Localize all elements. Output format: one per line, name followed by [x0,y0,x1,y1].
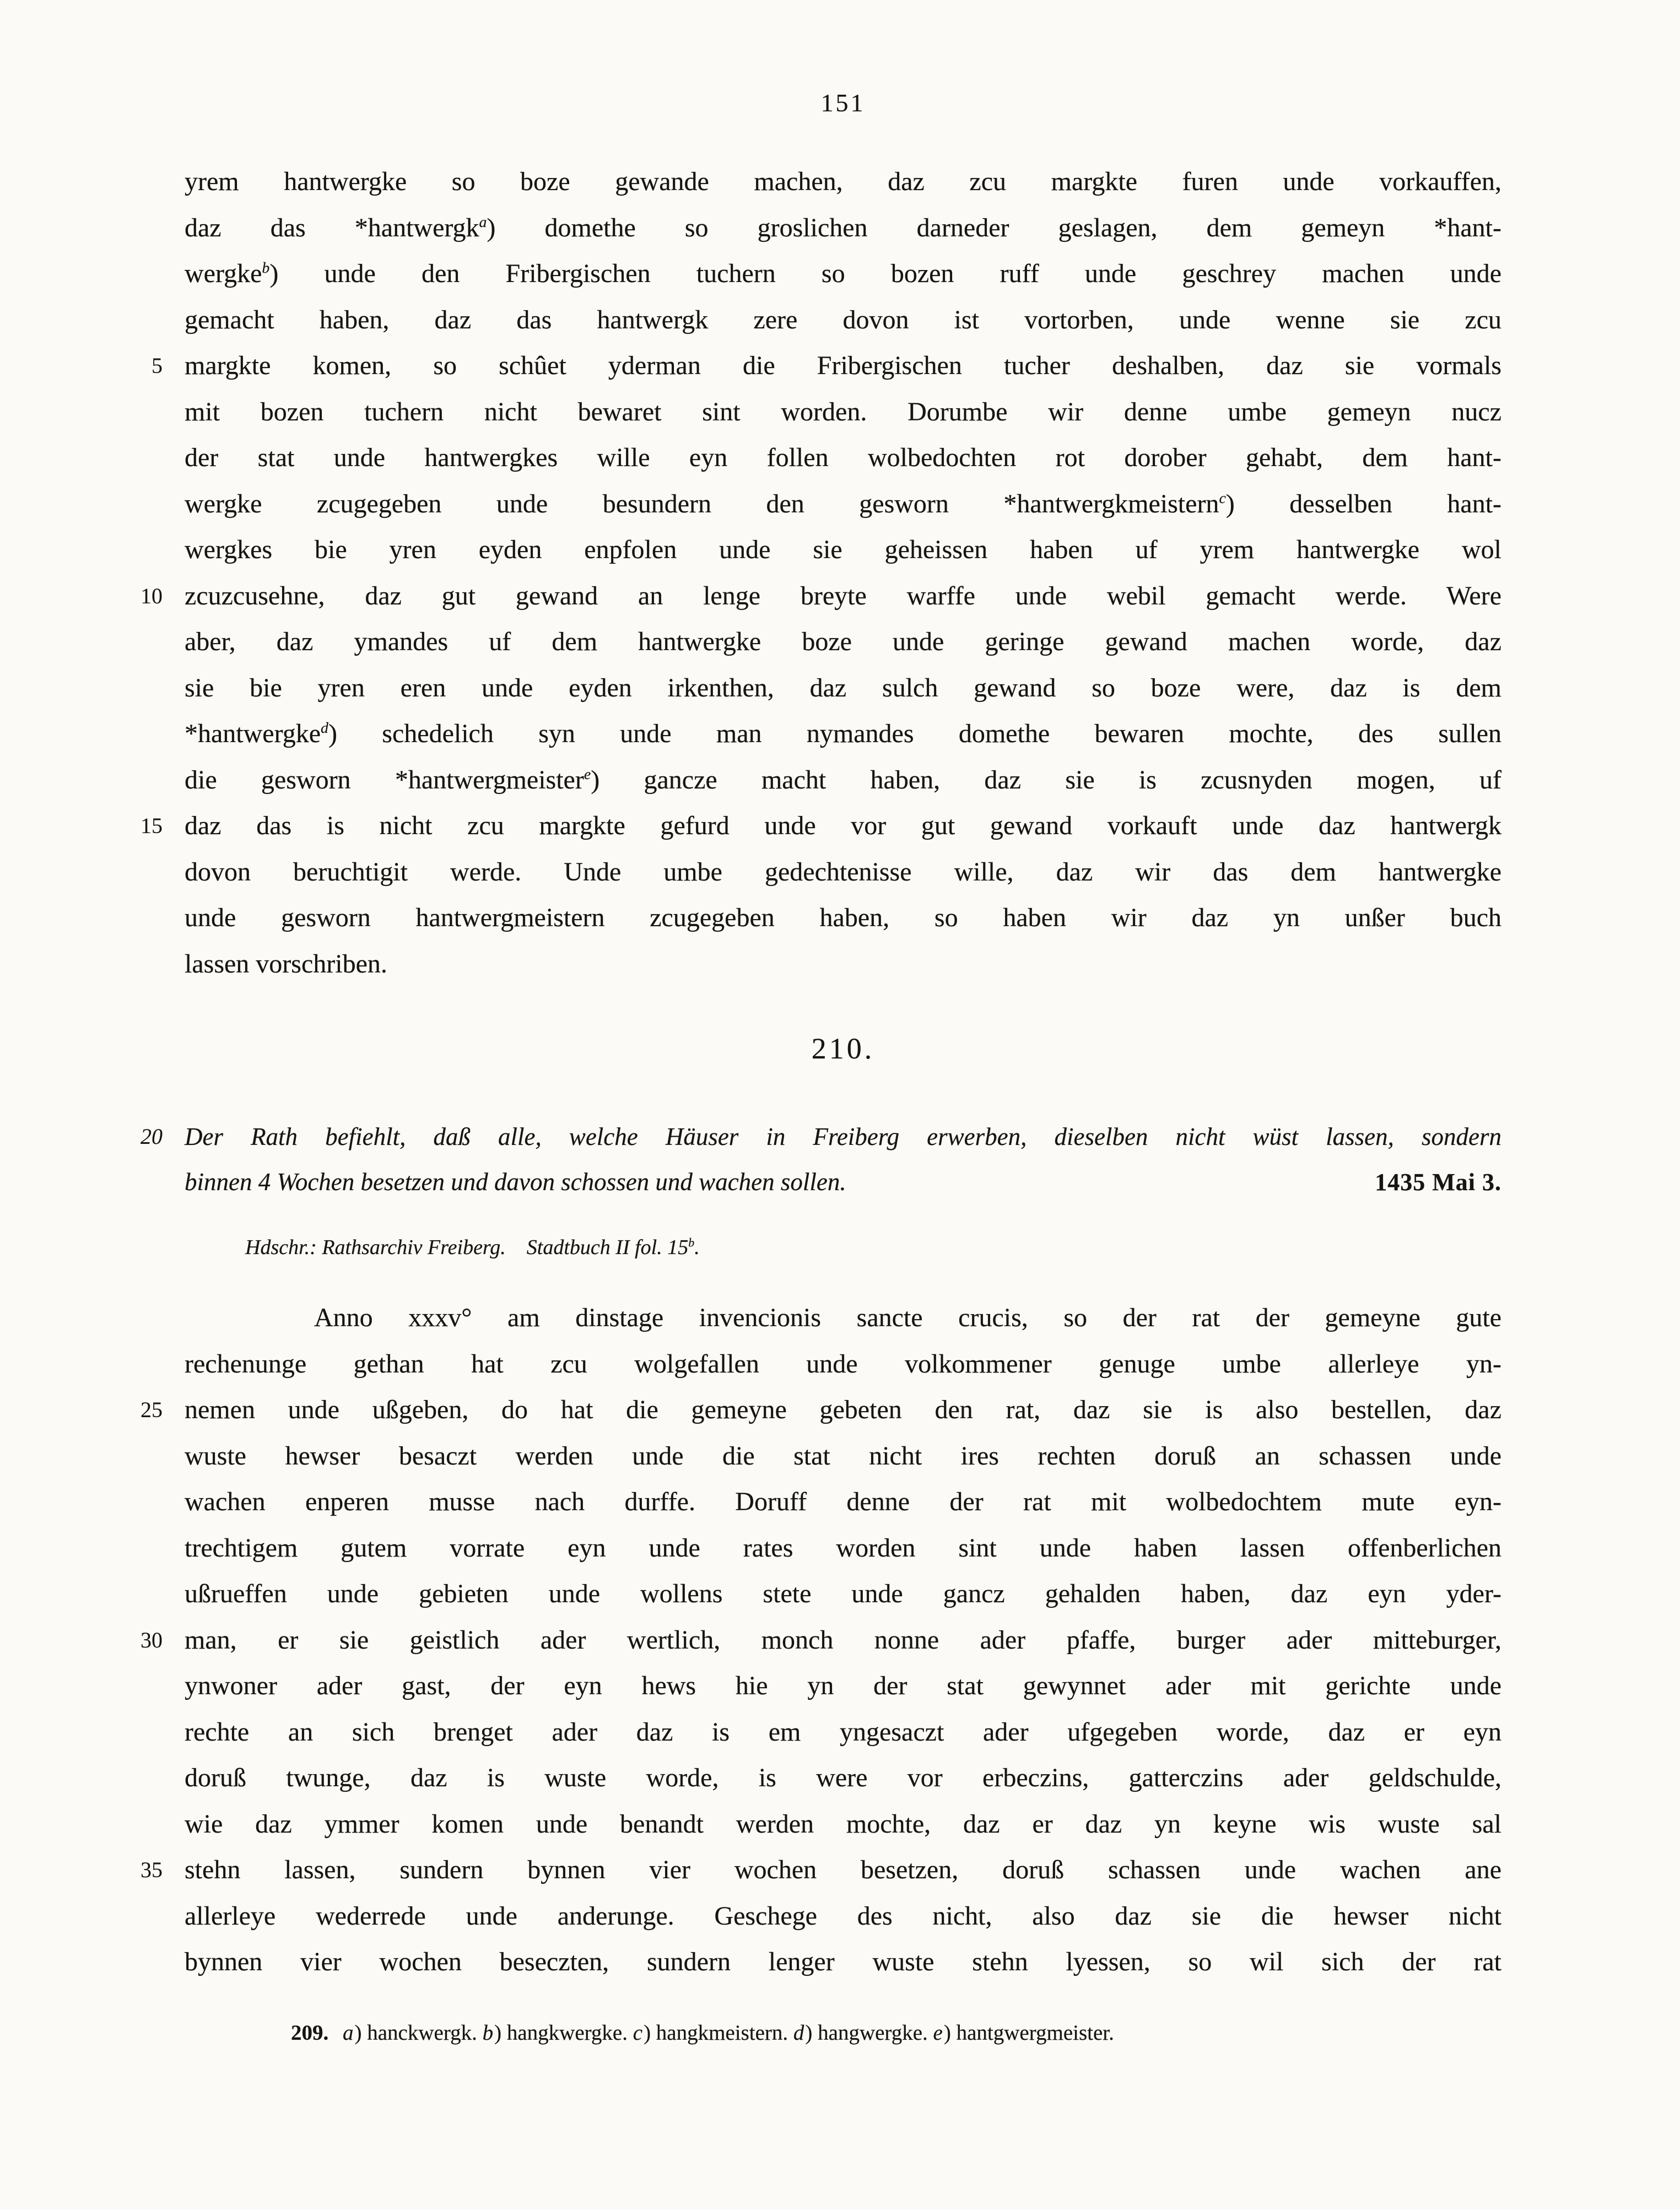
footnote-text: a) hanckwergk. b) hangkwergke. c) hangkmeistern. d) hangwergke. e) hantgwergmeister. [343,2021,1114,2045]
line-number: 10 [141,583,163,608]
text-line [185,205,1501,251]
line-number: 5 [152,353,163,378]
footnote-number: 209. [291,2021,329,2045]
text-line [185,159,1501,205]
text-line [185,1939,1501,1985]
text-line [185,849,1501,895]
text-line [185,1433,1501,1479]
text-line [185,1571,1501,1617]
line-text: *hantwergke$^d$) schedelich syn unde man nymandes domethe bewaren mochte, des sullen [185,719,1501,748]
text-line [185,1663,1501,1709]
summary-line-1 [141,1114,1501,1159]
line-number: 35 [141,1857,163,1882]
text-line [185,297,1501,343]
entry-210-heading: 210. [811,1032,875,1065]
text-line [185,941,1501,987]
line-text: aber, daz ymandes uf dem hantwergke boze unde geringe gewand machen worde, daz [185,627,1501,656]
line-text: wergke$^b$) unde den Fribergischen tuchern so bozen ruff unde geschrey machen unde [185,259,1501,288]
line-number: 15 [141,813,163,838]
text-line [185,389,1501,435]
text-line [185,619,1501,665]
source-note: Hdschr.: Rathsarchiv Freiberg. Stadtbuch II fol. 15$^b$. [245,1235,700,1259]
line-text: wergke zcugegeben unde besundern den gesworn *hantwergkmeistern$^c$) desselben hant- [185,489,1502,518]
line-text: stehn lassen, sundern bynnen vier wochen besetzen, doruß schassen unde wachen ane [185,1855,1501,1884]
text-line [185,1341,1501,1387]
text-line [141,1387,1501,1433]
line-text: ynwoner ader gast, der eyn hews hie yn der stat gewynnet ader mit gerichte unde [185,1671,1501,1700]
text-line [185,481,1501,527]
footnote [291,2018,1558,2049]
line-text: daz das is nicht zcu margkte gefurd unde vor gut gewand vorkauft unde daz hantwergk [185,811,1501,840]
line-text: nemen unde ußgeben, do hat die gemeyne gebeten den rat, daz sie is also bestellen, daz [185,1395,1501,1424]
summary-line-2 [185,1159,1501,1204]
text-line [185,527,1501,573]
line-text: wuste hewser besaczt werden unde die stat nicht ires rechten doruß an schassen unde [185,1441,1501,1471]
line-text: wie daz ymmer komen unde benandt werden mochte, daz er daz yn keyne wis wuste sal [185,1809,1501,1839]
text-line [141,1847,1501,1893]
line-text: bynnen vier wochen beseczten, sundern lenger wuste stehn lyessen, so wil sich der rat [185,1947,1501,1976]
text-line [185,757,1501,803]
line-text: unde gesworn hantwergmeistern zcugegeben haben, so haben wir daz yn unßer buch [185,903,1501,932]
text-line [185,251,1501,297]
line-text: trechtigem gutem vorrate eyn unde rates worden sint unde haben lassen offenberlichen [185,1533,1501,1563]
text-line [185,1755,1501,1801]
text-line [185,1709,1501,1755]
entry-209-text-block [141,159,1502,987]
line-text: rechenunge gethan hat zcu wolgefallen unde volkommener genuge umbe allerleye yn- [185,1349,1501,1379]
line-text: die gesworn *hantwergmeister$^e$) gancze macht haben, daz sie is zcusnyden mogen, uf [185,765,1501,795]
line-text: sie bie yren eren unde eyden irkenthen, daz sulch gewand so boze were, daz is dem [185,673,1501,703]
summary-line-1-text: Der Rath befiehlt, daß alle, welche Häuser in Freiberg erwerben, dieselben nicht wüst lassen, sondern [185,1123,1501,1150]
text-line [185,895,1501,941]
text-line [185,1525,1501,1571]
line-text: man, er sie geistlich ader wertlich, monch nonne ader pfaffe, burger ader mitteburger, [185,1625,1501,1655]
line-text: daz das *hantwergk$^a$) domethe so groslichen darneder geslagen, dem gemeyn *hant- [185,213,1501,242]
line-text: wachen enperen musse nach durffe. Doruff denne der rat mit wolbedochtem mute eyn- [185,1487,1501,1516]
line-text: zcuzcusehne, daz gut gewand an lenge breyte warffe unde webil gemacht werde. Were [185,581,1501,610]
line-text: dovon beruchtigit werde. Unde umbe gedechtenisse wille, daz wir das dem hantwergke [185,857,1501,887]
line-text: allerleye wederrede unde anderunge. Geschege des nicht, also daz sie die hewser nicht [185,1901,1501,1931]
line-text: wergkes bie yren eyden enpfolen unde sie geheissen haben uf yrem hantwergke wol [185,535,1501,564]
line-text: margkte komen, so schûet yderman die Fribergischen tucher deshalben, daz sie vormals [185,351,1501,380]
line-text: lassen vorschriben. [185,949,387,979]
text-line [185,1479,1501,1525]
text-line [152,343,1501,389]
line-text: doruß twunge, daz is wuste worde, is were vor erbeczins, gatterczins ader geldschulde, [185,1763,1501,1792]
text-line [185,665,1501,711]
line-number: 25 [141,1397,163,1422]
text-line [185,435,1501,481]
line-text: der stat unde hantwergkes wille eyn follen wolbedochten rot dorober gehabt, dem hant- [185,443,1501,472]
entry-date: 1435 Mai 3. [1375,1169,1501,1196]
line-text: mit bozen tuchern nicht bewaret sint worden. Dorumbe wir denne umbe gemeyn nucz [185,397,1501,426]
text-line [141,803,1501,849]
entry-210-summary [141,1114,1501,1204]
text-line [185,1801,1501,1847]
line-text: gemacht haben, daz das hantwergk zere dovon ist vortorben, unde wenne sie zcu [185,305,1501,334]
line-number: 30 [141,1627,163,1652]
summary-line-2-text: binnen 4 Wochen besetzen und davon schossen und wachen sollen. [185,1168,846,1196]
text-line [185,1295,1501,1341]
entry-210-text-block [141,1295,1501,1985]
text-line [185,711,1501,757]
text-line [141,573,1501,619]
line-text: Anno xxxv° am dinstage invencionis sancte crucis, so der rat der gemeyne gute [314,1303,1501,1332]
line-number: 20 [141,1124,163,1149]
line-text: rechte an sich brenget ader daz is em yngesaczt ader ufgegeben worde, daz er eyn [185,1717,1501,1747]
text-line [185,1893,1501,1939]
line-text: yrem hantwergke so boze gewande machen, daz zcu margkte furen unde vorkauffen, [185,167,1501,196]
page-number: 151 [820,89,866,117]
line-text: ußrueffen unde gebieten unde wollens stete unde gancz gehalden haben, daz eyn yder- [185,1579,1501,1608]
text-line [141,1617,1501,1663]
